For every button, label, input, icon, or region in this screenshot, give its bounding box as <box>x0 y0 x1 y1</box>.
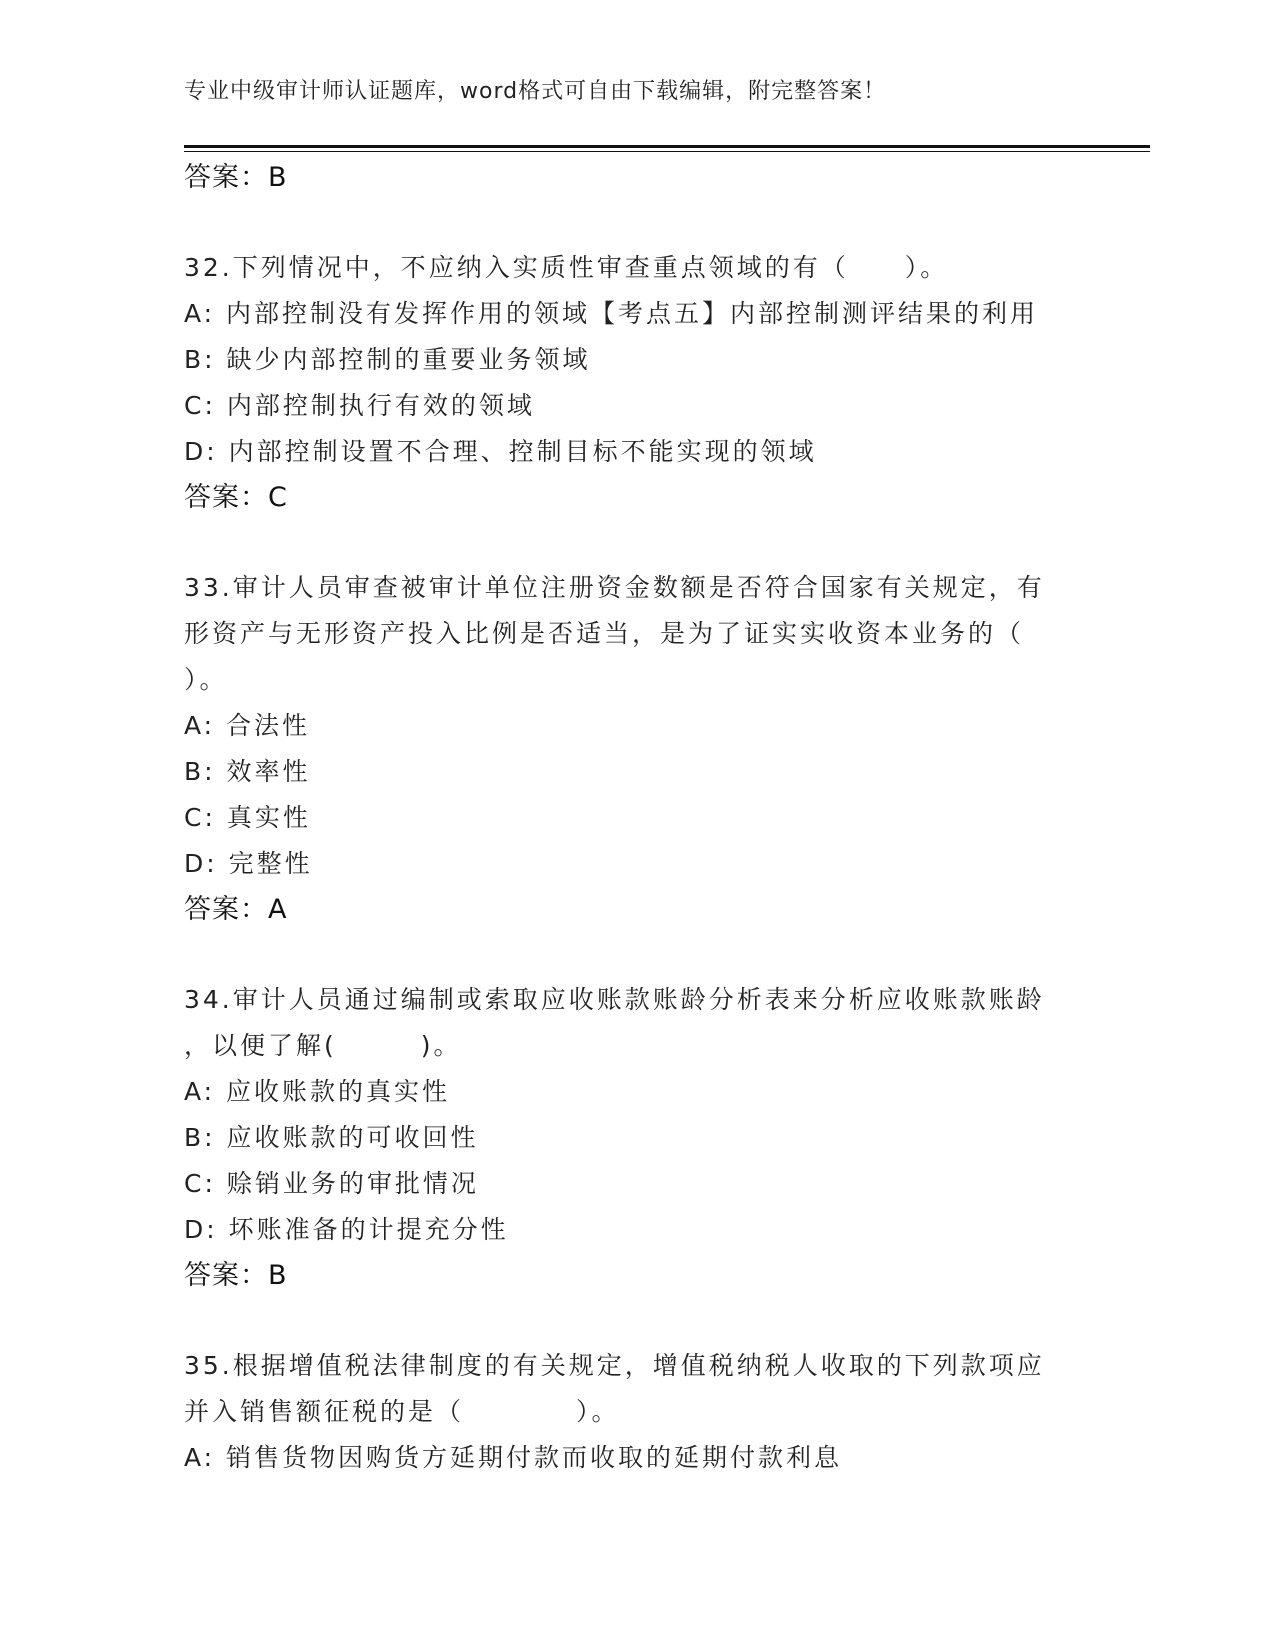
question-34-option-b: B: 应收账款的可收回性 <box>184 1123 479 1152</box>
page-header: 专业中级审计师认证题库，word格式可自由下载编辑，附完整答案！ <box>184 79 887 104</box>
answer-31: 答案：B <box>184 162 288 193</box>
question-32 <box>184 245 1084 521</box>
question-34-text: 34.审计人员通过编制或索取应收账款账龄分析表来分析应收账款账龄 ，以便了解( )。 <box>184 985 1045 1060</box>
header-rule-thick <box>184 145 1150 148</box>
question-34-option-d: D: 坏账准备的计提充分性 <box>184 1215 509 1244</box>
question-35 <box>184 1343 1084 1481</box>
question-33-text: 33.审计人员审查被审计单位注册资金数额是否符合国家有关规定，有 形资产与无形资产投入比例是否适当，是为了证实实收资本业务的（ ）。 <box>184 573 1045 694</box>
question-33-option-d: D: 完整性 <box>184 849 313 878</box>
question-32-option-d: D: 内部控制设置不合理、控制目标不能实现的领域 <box>184 437 817 466</box>
question-32-option-b: B: 缺少内部控制的重要业务领域 <box>184 345 591 374</box>
question-33-answer: 答案：A <box>184 894 288 925</box>
document-content <box>184 155 1084 1481</box>
header-rule-thin <box>184 151 1150 152</box>
question-35-option-a: A: 销售货物因购货方延期付款而收取的延期付款利息 <box>184 1443 843 1472</box>
question-34 <box>184 977 1084 1299</box>
question-33 <box>184 565 1084 933</box>
question-34-option-a: A: 应收账款的真实性 <box>184 1077 451 1106</box>
question-35-text: 35.根据增值税法律制度的有关规定，增值税纳税人收取的下列款项应 并入销售额征税的是（ ）。 <box>184 1351 1045 1426</box>
question-33-option-b: B: 效率性 <box>184 757 311 786</box>
question-33-option-a: A: 合法性 <box>184 711 311 740</box>
question-32-option-c: C: 内部控制执行有效的领域 <box>184 391 535 420</box>
question-34-option-c: C: 赊销业务的审批情况 <box>184 1169 479 1198</box>
question-32-option-a: A: 内部控制没有发挥作用的领域【考点五】内部控制测评结果的利用 <box>184 299 1039 328</box>
question-34-answer: 答案：B <box>184 1260 288 1291</box>
question-33-option-c: C: 真实性 <box>184 803 311 832</box>
question-32-text: 32.下列情况中，不应纳入实质性审查重点领域的有（ ）。 <box>184 253 949 282</box>
question-32-answer: 答案：C <box>184 482 288 513</box>
